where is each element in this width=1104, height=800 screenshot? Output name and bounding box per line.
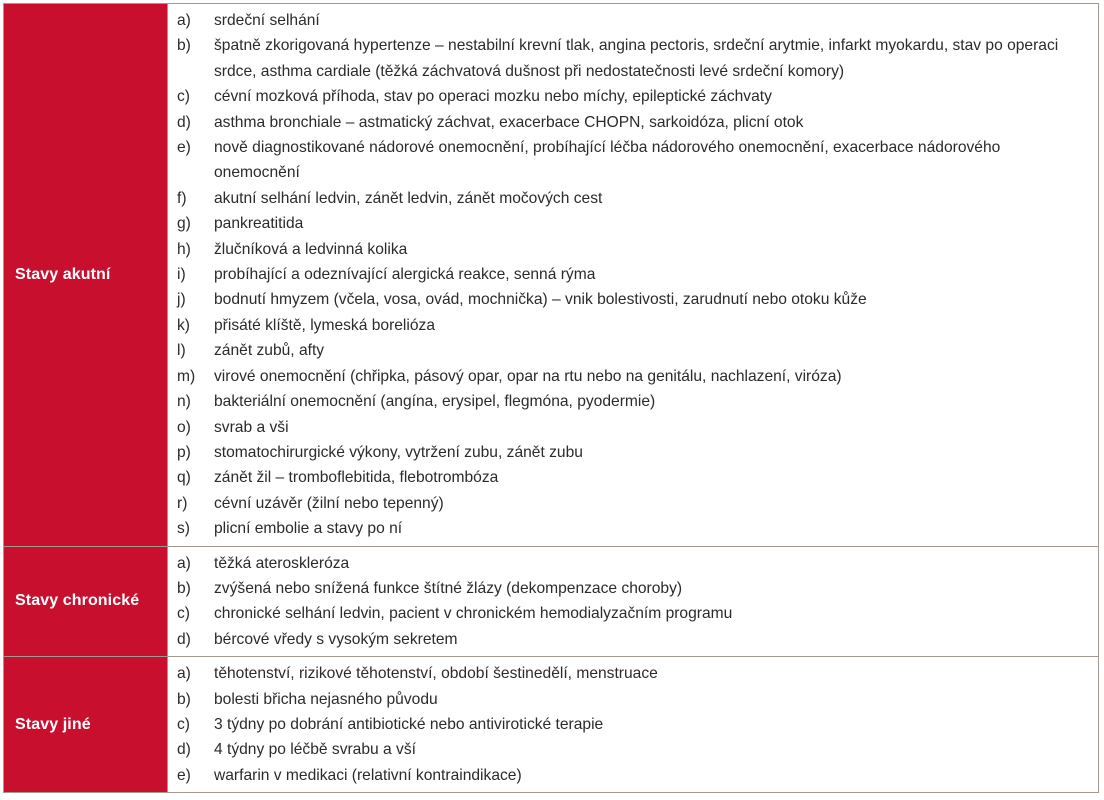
list-item: [168, 551, 1098, 576]
item-letter: e): [177, 766, 191, 784]
list-item: [168, 576, 1098, 601]
item-text: 3 týdny po dobrání antibiotické nebo antivirotické terapie: [214, 715, 604, 733]
item-text: cévní uzávěr (žilní nebo tepenný): [214, 494, 444, 512]
item-text: 4 týdny po léčbě svrabu a vší: [214, 741, 416, 759]
item-letter: a): [177, 554, 191, 572]
item-text: pankreatitida: [214, 215, 304, 233]
item-letter: b): [177, 579, 191, 597]
list-item: [168, 84, 1098, 109]
item-text: bakteriální onemocnění (angína, erysipel, flegmóna, pyodermie): [214, 393, 656, 411]
item-letter: c): [177, 715, 190, 733]
item-letter: n): [177, 393, 191, 411]
section-label: Stavy jiné: [15, 715, 91, 733]
item-text: virové onemocnění (chřipka, pásový opar, opar na rtu nebo na genitálu, nachlazení, viróza): [214, 367, 842, 385]
item-letter: e): [177, 139, 191, 157]
list-item: [168, 687, 1098, 712]
list-item: [168, 8, 1098, 33]
section-items: [168, 4, 1098, 546]
item-text: špatně zkorigovaná hypertenze – nestabilní krevní tlak, angina pectoris, srdeční arytmie, infarkt myokardu, stav po operaci srdce, asthma cardiale (těžká záchvatová dušnost při nedostatečnosti levé srdeční komory): [214, 37, 1059, 80]
list-item: [168, 237, 1098, 262]
list-item: [168, 33, 1098, 84]
list-item: [168, 516, 1098, 541]
item-text: zánět žil – tromboflebitida, flebotrombóza: [214, 469, 499, 487]
list-item: [168, 712, 1098, 737]
item-letter: d): [177, 630, 191, 648]
item-letter: d): [177, 741, 191, 759]
list-item: [168, 313, 1098, 338]
item-letter: a): [177, 12, 191, 29]
section-label: Stavy akutní: [15, 265, 111, 283]
item-text: srdeční selhání: [214, 12, 320, 29]
item-letter: c): [177, 605, 190, 623]
section-label-cell: [4, 547, 168, 657]
item-letter: r): [177, 494, 188, 512]
list-item: [168, 491, 1098, 516]
list-item: [168, 287, 1098, 312]
section-chronic: [4, 547, 1098, 658]
list-item: [168, 763, 1098, 788]
list-item: [168, 262, 1098, 287]
list-item: [168, 389, 1098, 414]
section-acute: [4, 4, 1098, 547]
list-item: [168, 338, 1098, 363]
item-text: bolesti břicha nejasného původu: [214, 690, 438, 708]
item-letter: k): [177, 316, 190, 334]
section-other: [4, 657, 1098, 793]
item-text: zvýšená nebo snížená funkce štítné žlázy (dekompenzace choroby): [214, 579, 683, 597]
item-letter: b): [177, 37, 191, 55]
item-text: nově diagnostikované nádorové onemocnění, probíhající léčba nádorového onemocnění, exacerbace nádorového onemocnění: [214, 139, 1001, 182]
item-letter: l): [177, 342, 186, 360]
list-item: [168, 737, 1098, 762]
item-text: plicní embolie a stavy po ní: [214, 520, 403, 538]
list-item: [168, 135, 1098, 186]
contraindications-table: [3, 3, 1099, 793]
list-item: [168, 465, 1098, 490]
item-letter: f): [177, 189, 187, 207]
list-item: [168, 110, 1098, 135]
item-letter: q): [177, 469, 191, 487]
item-text: warfarin v medikaci (relativní kontraindikace): [214, 766, 522, 784]
item-text: stomatochirurgické výkony, vytržení zubu, zánět zubu: [214, 443, 583, 461]
item-text: cévní mozková příhoda, stav po operaci mozku nebo míchy, epileptické záchvaty: [214, 88, 772, 106]
item-letter: c): [177, 88, 190, 106]
item-letter: b): [177, 690, 191, 708]
item-letter: d): [177, 113, 191, 131]
item-text: přisáté klíště, lymeská borelióza: [214, 316, 436, 334]
list-item: [168, 364, 1098, 389]
list-item: [168, 211, 1098, 236]
item-letter: j): [177, 291, 186, 309]
item-letter: i): [177, 266, 186, 284]
item-text: svrab a vši: [214, 418, 289, 436]
list-item: [168, 661, 1098, 686]
item-text: bércové vředy s vysokým sekretem: [214, 630, 458, 648]
item-text: probíhající a odeznívající alergická reakce, senná rýma: [214, 266, 596, 284]
section-items: [168, 547, 1098, 657]
item-text: žlučníková a ledvinná kolika: [214, 240, 408, 258]
list-item: [168, 186, 1098, 211]
item-letter: h): [177, 240, 191, 258]
list-item: [168, 627, 1098, 652]
item-text: bodnutí hmyzem (včela, vosa, ovád, mochnička) – vnik bolestivosti, zarudnutí nebo otoku kůže: [214, 291, 867, 309]
item-letter: a): [177, 665, 191, 683]
item-text: zánět zubů, afty: [214, 342, 325, 360]
section-label-cell: [4, 4, 168, 546]
item-text: akutní selhání ledvin, zánět ledvin, zánět močových cest: [214, 189, 603, 207]
section-items: [168, 657, 1098, 792]
item-text: chronické selhání ledvin, pacient v chronickém hemodialyzačním programu: [214, 605, 733, 623]
section-label-cell: [4, 657, 168, 792]
item-letter: p): [177, 443, 191, 461]
list-item: [168, 440, 1098, 465]
item-letter: o): [177, 418, 191, 436]
item-text: těhotenství, rizikové těhotenství, období šestinedělí, menstruace: [214, 665, 658, 683]
list-item: [168, 601, 1098, 626]
item-letter: s): [177, 520, 190, 538]
list-item: [168, 415, 1098, 440]
item-letter: m): [177, 367, 196, 385]
item-text: asthma bronchiale – astmatický záchvat, exacerbace CHOPN, sarkoidóza, plicní otok: [214, 113, 804, 131]
item-letter: g): [177, 215, 191, 233]
section-label: Stavy chronické: [15, 592, 140, 610]
item-text: těžká ateroskleróza: [214, 554, 350, 572]
